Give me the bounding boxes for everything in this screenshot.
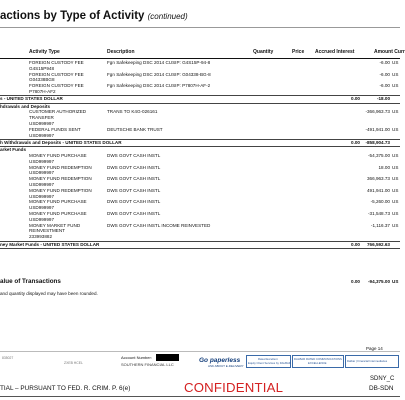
amount-cell: -366,963.73 bbox=[365, 109, 390, 115]
grand-total-label: alue of Transactions bbox=[0, 278, 61, 285]
total-amount: -18.00 bbox=[376, 96, 390, 102]
activity-type-line: FOREIGN CUSTODY FEE bbox=[29, 60, 84, 65]
description-cell: Fgn Safekeeping DSC 2014 CUSIP: G4S15P-94-8 bbox=[107, 60, 211, 65]
description-cell: TRANS TO K4G-026161 bbox=[107, 109, 158, 115]
total-label: s - UNITED STATES DOLLAR bbox=[0, 96, 63, 102]
currency-cell: US bbox=[392, 109, 399, 115]
activity-type-line: USD999997 bbox=[29, 170, 55, 176]
amount-cell: -31,548.73 bbox=[368, 211, 390, 216]
page-number: Page 14 bbox=[366, 346, 383, 351]
description-cell: DWS GOVT CASH INSTL bbox=[107, 187, 161, 193]
currency-cell: US bbox=[392, 199, 399, 205]
currency-cell: US bbox=[392, 187, 399, 193]
custody-fee-row bbox=[0, 72, 400, 84]
activity-type-line: USD999997 bbox=[29, 158, 55, 164]
money-market-total-row-rule-bottom bbox=[0, 248, 400, 249]
custody-fee-row bbox=[0, 60, 400, 72]
total-accrued: 0.00 bbox=[351, 96, 360, 102]
section-title: arket Funds bbox=[0, 147, 27, 153]
account-number-label: Account Number: bbox=[121, 355, 152, 360]
footer-code: 835027 bbox=[2, 356, 14, 360]
activity-type-line: FEDERAL FUNDS SENT bbox=[29, 126, 81, 132]
activity-type-line: MONEY FUND PURCHASE bbox=[29, 199, 87, 205]
grand-total-accrued: 0.00 bbox=[351, 279, 360, 284]
page-title-text: actions by Type of Activity bbox=[0, 10, 145, 22]
money-market-total-row bbox=[0, 242, 400, 248]
dalbar-badge-3-title: Dalbar | Financial Intermediaries bbox=[347, 358, 388, 363]
money-fund-row bbox=[0, 176, 400, 188]
go-paperless-subtext: ASK ABOUT E-DELIVERY bbox=[208, 364, 244, 368]
confidential-stamp: CONFIDENTIAL bbox=[184, 380, 284, 395]
currency-cell: US bbox=[392, 60, 399, 65]
activity-type-line: REINVESTMENT bbox=[29, 228, 65, 234]
activity-type-line: USD999997 bbox=[29, 132, 55, 138]
description-cell: DWS GOVT CASH INSTL bbox=[107, 176, 161, 182]
amount-cell: -491,941.00 bbox=[365, 126, 390, 132]
activity-type-line: 233993882 bbox=[29, 234, 52, 240]
go-paperless-logo: Go paperless bbox=[199, 357, 241, 364]
withdrawal-row bbox=[0, 127, 400, 139]
page-title bbox=[0, 10, 380, 22]
money-fund-row bbox=[0, 153, 400, 165]
activity-type-line: MONEY FUND PURCHASE bbox=[29, 211, 87, 216]
account-holder-name: SOUTHERN FINANCIAL LLC bbox=[121, 362, 174, 367]
total-accrued: 0.00 bbox=[351, 139, 360, 145]
header-price: Price bbox=[292, 49, 305, 55]
activity-type-line: USD999997 bbox=[29, 216, 55, 222]
header-accrued-interest: Accrued Interest bbox=[315, 49, 355, 55]
money-fund-row bbox=[0, 211, 400, 223]
withdrawals-total-row-rule-bottom bbox=[0, 146, 400, 147]
page-title-suffix: (continued) bbox=[147, 12, 188, 21]
activity-type-line: TRANSFER bbox=[29, 115, 54, 121]
header-activity-type: Activity Type bbox=[29, 49, 60, 55]
amount-cell: -6.00 bbox=[379, 60, 390, 65]
custody-fee-row bbox=[0, 83, 400, 95]
total-label: h Withdrawals and Deposits - UNITED STATES DOLLAR bbox=[0, 139, 122, 145]
amount-cell: -6.00 bbox=[379, 83, 390, 89]
grand-total-amount: -94,375.00 bbox=[368, 279, 390, 284]
amount-cell: -54,375.00 bbox=[368, 153, 390, 158]
header-amount-currency: Amount Curr bbox=[374, 49, 405, 55]
dalbar-badge-2-title: DALBAR RATED COMMUNICATIONS bbox=[294, 356, 342, 361]
bates-number-top: SDNY_C bbox=[370, 376, 395, 382]
description-cell: DEUTSCHE BANK TRUST bbox=[107, 126, 163, 132]
grand-total-currency: US bbox=[392, 279, 399, 284]
bates-number-bottom: DB-SDN bbox=[369, 385, 394, 392]
activity-type-line: USD999997 bbox=[29, 193, 55, 199]
activity-type-line: CUSTOMER AUTHORIZED bbox=[29, 109, 87, 115]
grand-jury-notice: TIAL – PURSUANT TO FED. R. CRIM. P. 6(e) bbox=[0, 385, 131, 392]
description-cell: DWS GOVT CASH INSTL bbox=[107, 164, 161, 170]
bottom-divider bbox=[0, 396, 400, 397]
dalbar-badge-1-title: Rated Excellent bbox=[258, 356, 278, 361]
title-divider bbox=[0, 27, 400, 28]
description-cell: DWS GOVT CASH INSTL INCOME REINVESTED bbox=[107, 222, 211, 228]
activity-type-line: G04338BG8 bbox=[29, 77, 55, 83]
total-amount: 766,592.63 bbox=[367, 241, 390, 247]
money-fund-row bbox=[0, 223, 400, 240]
custody-total-row bbox=[0, 96, 400, 102]
description-cell: DWS GOVT CASH INSTL bbox=[107, 153, 161, 158]
dalbar-badge-1-sub: Equity Client Services by DALBAR bbox=[248, 360, 291, 365]
activity-type-line: MONEY FUND PURCHASE bbox=[29, 153, 87, 158]
description-cell: Fgn Safekeeping DSC 2014 CUSIP: G04338-BG-8 bbox=[107, 71, 211, 77]
activity-type-line: USD999997 bbox=[29, 181, 55, 187]
currency-cell: US bbox=[392, 211, 399, 216]
withdrawals-total-row bbox=[0, 140, 400, 146]
activity-type-line: USD999997 bbox=[29, 205, 55, 211]
total-amount: -858,904.73 bbox=[365, 139, 390, 145]
activity-type-line: FOREIGN CUSTODY FEE bbox=[29, 83, 84, 89]
rounding-note: and quantity displayed may have been rounded. bbox=[0, 291, 98, 296]
activity-type-line: MONEY FUND REDEMPTION bbox=[29, 176, 92, 182]
description-cell: DWS GOVT CASH INSTL bbox=[107, 211, 161, 216]
activity-type-line: P7807H-AF2 bbox=[29, 88, 56, 94]
total-accrued: 0.00 bbox=[351, 241, 360, 247]
amount-cell: -6.00 bbox=[379, 71, 390, 77]
activity-type-line: MONEY FUND REDEMPTION bbox=[29, 187, 92, 193]
section-title: hdrawals and Deposits bbox=[0, 103, 51, 109]
activity-type-line: USD999997 bbox=[29, 120, 55, 126]
currency-cell: US bbox=[392, 71, 399, 77]
money-fund-row bbox=[0, 165, 400, 177]
amount-cell: -5,260.00 bbox=[370, 199, 390, 205]
total-label: ney Market Funds - UNITED STATES DOLLAR bbox=[0, 241, 100, 247]
header-description: Description bbox=[107, 49, 135, 55]
currency-cell: US bbox=[392, 176, 399, 182]
account-number-redaction bbox=[156, 354, 179, 361]
activity-type-line: MONEY MARKET FUND bbox=[29, 222, 81, 228]
header-quantity: Quantity bbox=[253, 49, 274, 55]
money-fund-row bbox=[0, 188, 400, 200]
amount-cell: -1,116.37 bbox=[370, 222, 390, 228]
dalbar-badge-2-sub: EXCELLENCE bbox=[308, 360, 327, 365]
currency-cell: US bbox=[392, 83, 399, 89]
description-cell: DWS GOVT CASH INSTL bbox=[107, 199, 161, 205]
currency-cell: US bbox=[392, 126, 399, 132]
header-divider bbox=[0, 58, 400, 59]
withdrawal-row bbox=[0, 109, 400, 126]
amount-cell: 491,941.00 bbox=[367, 187, 390, 193]
currency-cell: US bbox=[392, 164, 399, 170]
custody-total-row-rule-bottom bbox=[0, 103, 400, 104]
description-cell: Fgn Safekeeping DSC 2014 CUSIP: P7807H-AF-2 bbox=[107, 83, 211, 89]
amount-cell: 366,963.73 bbox=[367, 176, 390, 182]
activity-type-line: FOREIGN CUSTODY FEE bbox=[29, 71, 84, 77]
currency-cell: US bbox=[392, 153, 399, 158]
activity-type-line: G4S15P948 bbox=[29, 65, 55, 71]
activity-type-line: MONEY FUND REDEMPTION bbox=[29, 164, 92, 170]
footer-divider bbox=[0, 351, 400, 352]
currency-cell: US bbox=[392, 222, 399, 228]
footer-mid-code: ZXEB HCEL bbox=[64, 361, 83, 365]
money-fund-row bbox=[0, 199, 400, 211]
amount-cell: 18.00 bbox=[378, 164, 390, 170]
